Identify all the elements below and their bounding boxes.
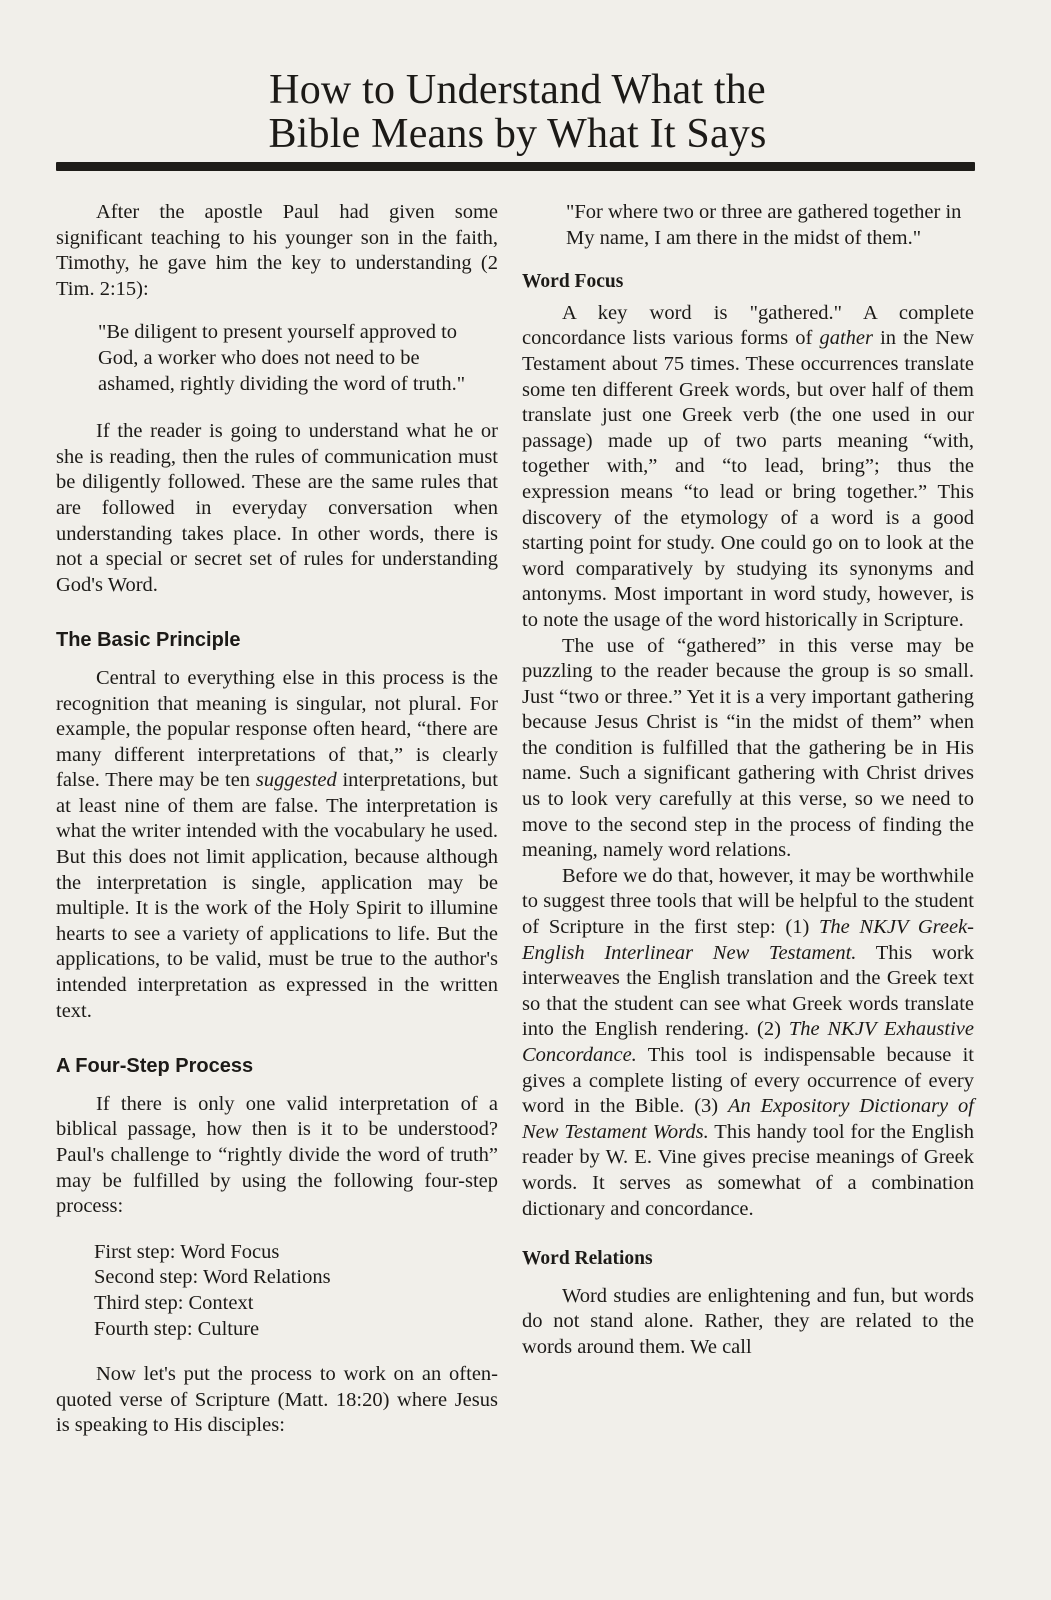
tools-paragraph: Before we do that, however, it may be worthwhile to suggest three tools that will be helpful to the student of Scripture in the first step: (1) The NKJV Greek-English Interlinear New Testament. This work interweaves the English translation and the Greek text so that the student can see what Greek words translate into the English rendering. (2) The NKJV Exhaustive Concordance. This tool is indispensable because it gives a complete listing of every occurrence of every word in the Bible. (3) An Expository Dictionary of New Testament Words. This handy tool for the English reader by W. E. Vine gives precise meanings of Greek words. It serves as somewhat of a combination dictionary and concordance. [522, 864, 975, 1220]
title-line-2: Bible Means by What It Says [268, 111, 767, 157]
title-line-1: How to Understand What the [269, 67, 766, 113]
word-focus-paragraph: A key word is "gathered." A complete concordance lists various forms of gather in the New Testament about 75 times. These occurrences translate some ten different Greek words, but over half of them translate just one Greek verb (the one used in our passage) made up of two parts meaning “with, together with,” and “to lead, bring”; thus the expression means “to lead or bring together.” This discovery of the etymology of a word is a good starting point for study. One could go on to look at the word comparatively by studying its synonyms and antonyms. Most important in word study, however, is to note the usage of the word historically in Scripture. [522, 301, 975, 631]
step-item: Fourth step: Culture [94, 1317, 260, 1340]
title-rule [56, 162, 975, 171]
word-relations-paragraph: Word studies are enlightening and fun, but words do not stand alone. Rather, they are related to the words around them. We call [522, 1284, 974, 1358]
basic-principle-paragraph: Central to everything else in this process is the recognition that meaning is singular, not plural. For example, the popular response often heard, “there are many different interpretations of that,” is clearly false. There may be ten suggested interpretations, but at least nine of them are false. The interpretation is what the writer intended with the vocabulary he used. But this does not limit application, because although the interpretation is single, application may be multiple. It is the work of the Holy Spirit to illumine hearts to see a variety of applications to life. But the applications, to be valid, must be true to the author's intended interpretation as expressed in the written text. [56, 666, 498, 1022]
matthew-intro-paragraph: Now let's put the process to work on an often-quoted verse of Scripture (Matt. 18:20) where Jesus is speaking to His disciples: [56, 1363, 498, 1437]
step-item: First step: Word Focus [94, 1240, 280, 1263]
scripture-quote-matt: "For where two or three are gathered together in My name, I am there in the midst of them." [566, 201, 962, 249]
rules-paragraph: If the reader is going to understand what he or she is reading, then the rules of communication must be diligently followed. These are the same rules that are followed in everyday conversation when understanding takes place. In other words, there is not a special or secret set of rules for understanding God's Word. [56, 420, 498, 596]
right-column [522, 200, 974, 1361]
section-heading-four-step: A Four-Step Process [56, 1055, 254, 1078]
left-column [56, 200, 498, 1439]
gathered-paragraph: The use of “gathered” in this verse may be puzzling to the reader because the group is so small. Just “two or three.” Yet it is a very important gathering because Jesus Christ is “in the midst of them” when the condition is fulfilled that the gathering be in His name. Such a significant gathering with Christ drives us to look very carefully at this verse, so we need to move to the second step in the process of finding the meaning, namely word relations. [522, 634, 974, 862]
scripture-quote-2tim: "Be diligent to present yourself approved to God, a worker who does not need to be ashamed, rightly dividing the word of truth." [98, 321, 466, 395]
step-list [56, 1240, 498, 1342]
four-step-paragraph: If there is only one valid interpretation of a biblical passage, how then is it to be understood? Paul's challenge to “rightly divide the word of truth” may be fulfilled by using the following four-step process: [56, 1092, 498, 1218]
subheading-word-relations: Word Relations [522, 1248, 653, 1270]
step-item: Third step: Context [94, 1291, 254, 1314]
intro-paragraph: After the apostle Paul had given some significant teaching to his younger son in the faith, Timothy, he gave him the key to understanding (2 Tim. 2:15): [56, 201, 498, 300]
step-item: Second step: Word Relations [94, 1266, 331, 1289]
page-title [180, 68, 855, 156]
section-heading-basic-principle: The Basic Principle [56, 629, 241, 652]
subheading-word-focus: Word Focus [522, 271, 624, 293]
